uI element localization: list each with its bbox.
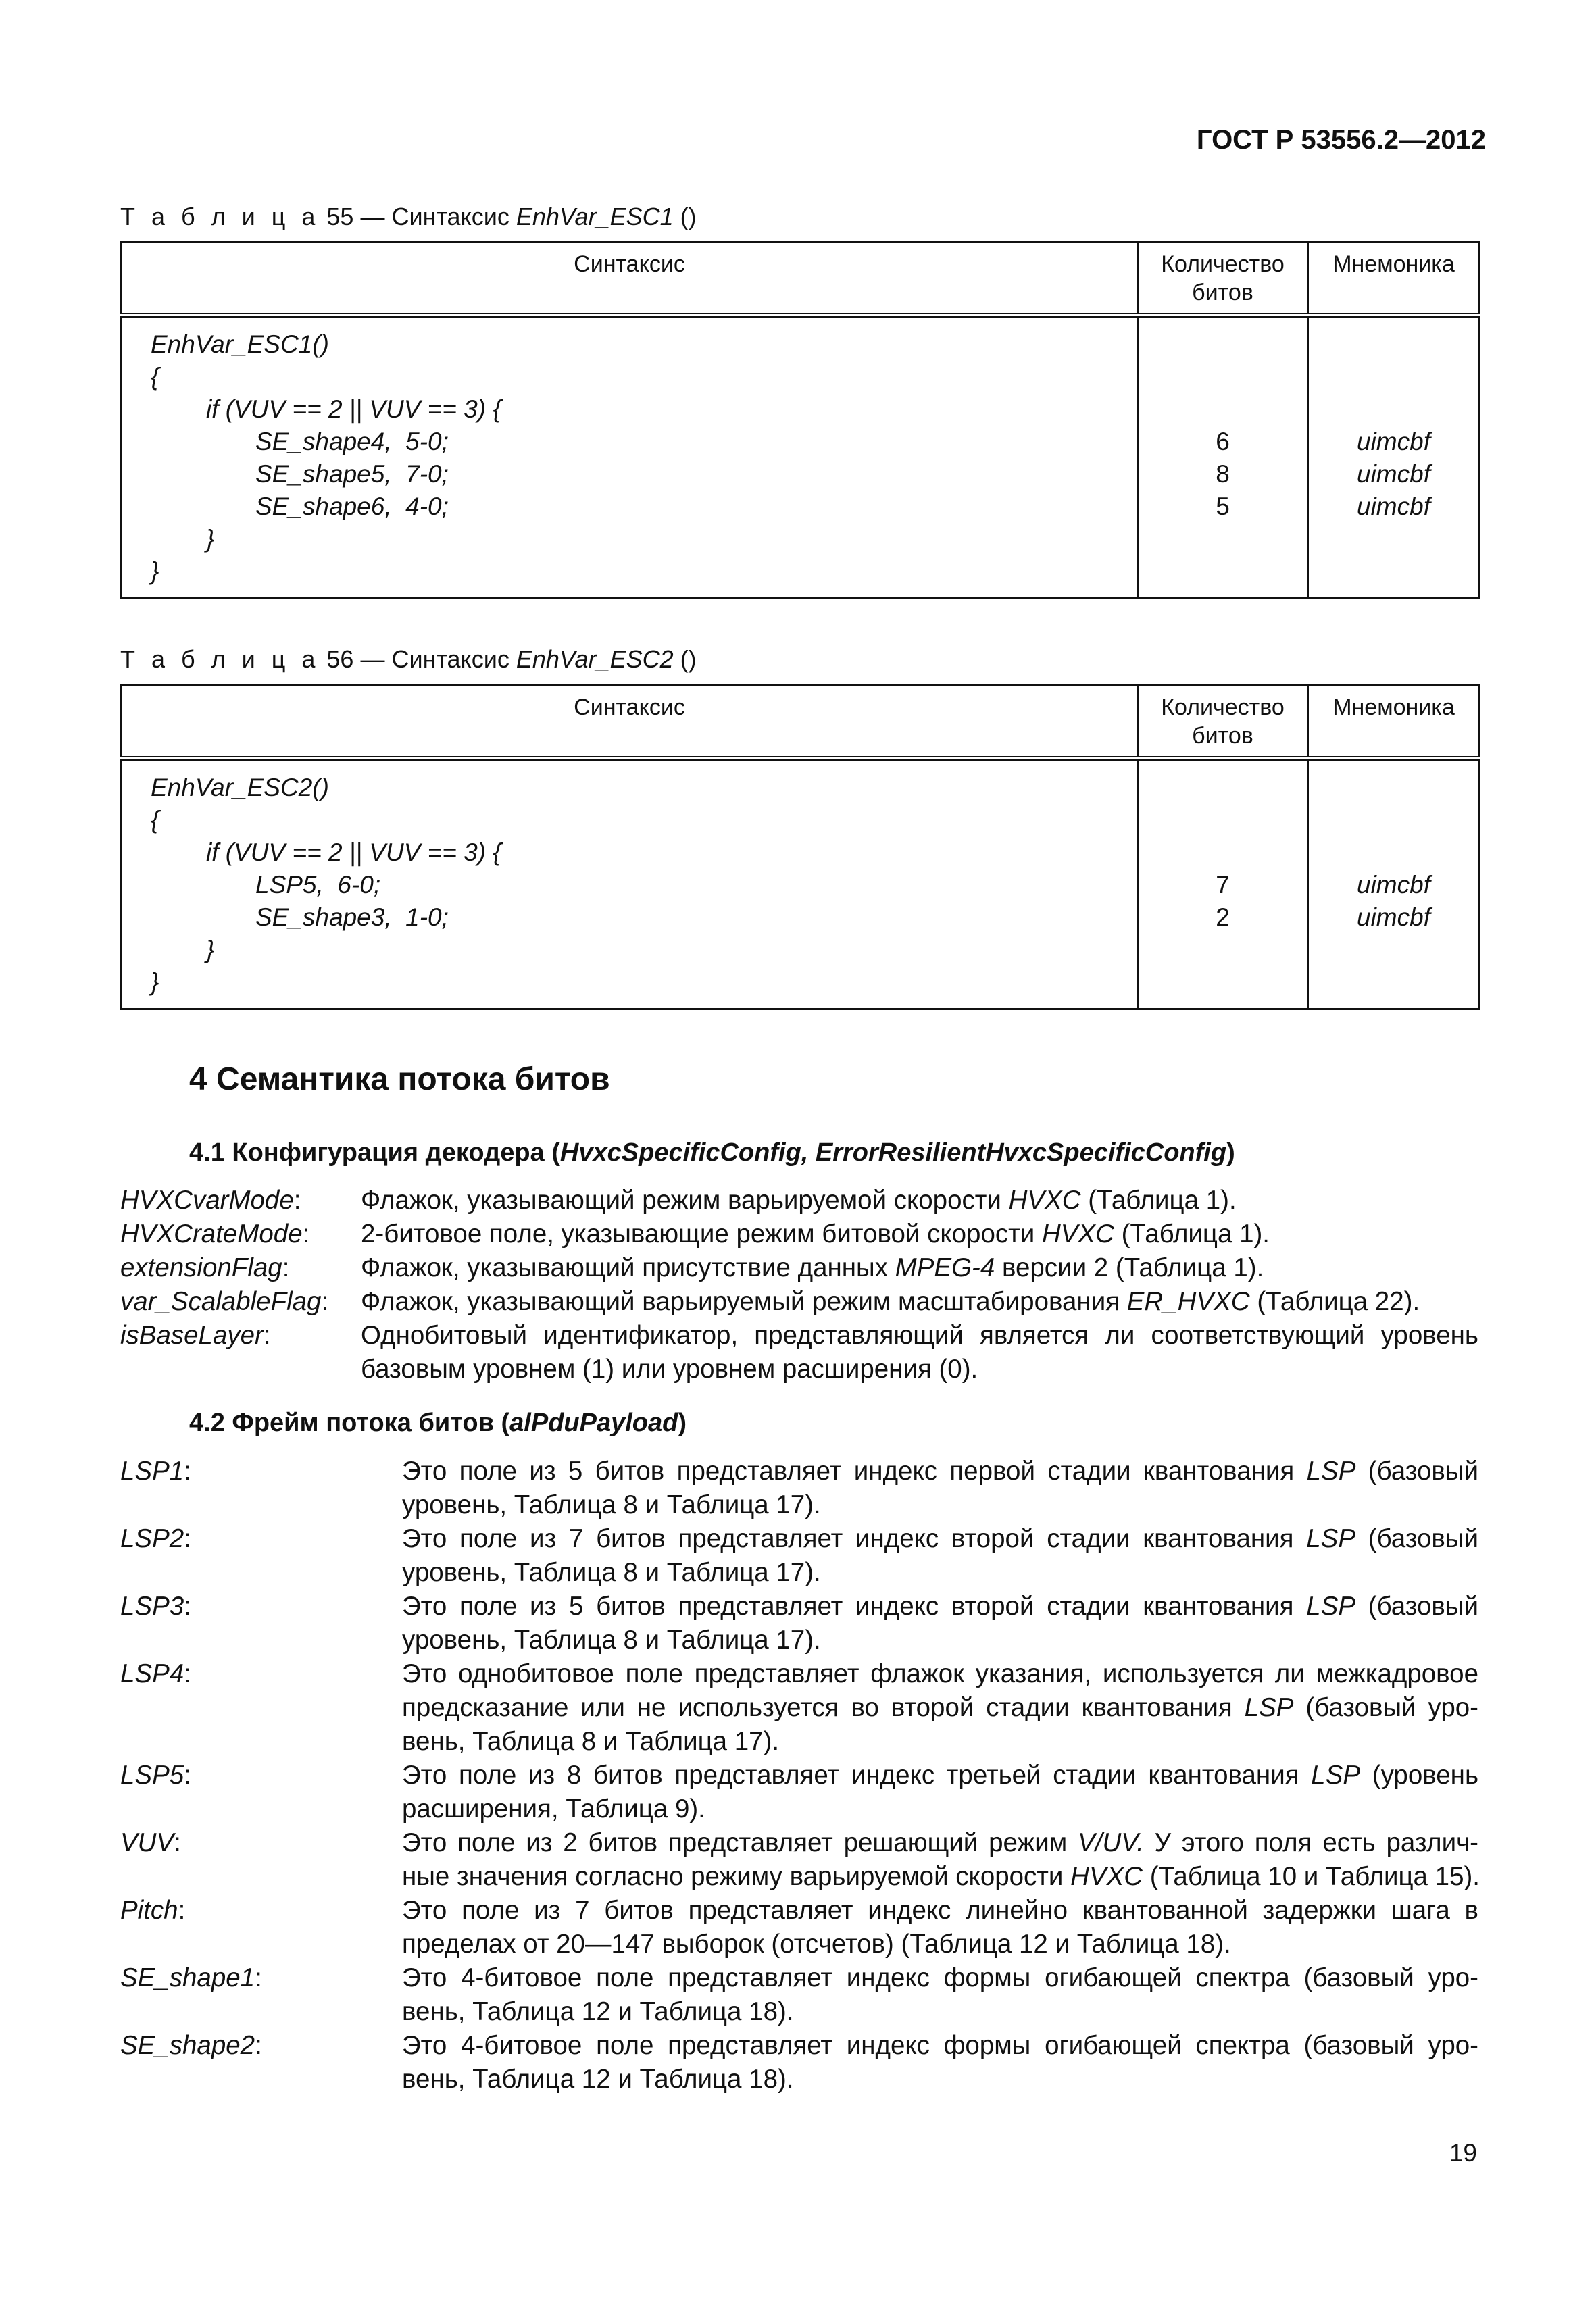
definition-text (402, 1590, 1478, 1657)
text-run: Это поле из 8 битов представляет индекс третьей стадии квантования (402, 1761, 1312, 1790)
syntax-cell (122, 316, 1138, 599)
col-header-syntax: Синтаксис (122, 686, 1138, 759)
caption-rest: 56 — Синтаксис (320, 645, 516, 673)
term-name: SE_shape2 (120, 2031, 255, 2060)
bits-value: 8 (1216, 460, 1230, 488)
caption-tail: () (673, 645, 697, 673)
text-run: (уровень (1360, 1761, 1478, 1790)
definition-text (402, 1657, 1478, 1759)
syntax-line: SE_shape6, 4-0; (255, 493, 449, 520)
text-line (402, 1691, 1478, 1725)
caption-word: Т а б л и ц а (120, 645, 320, 673)
mnemonic-value (1309, 804, 1478, 836)
syntax-line: } (206, 936, 215, 963)
text-run: Это поле из 5 битов представляет индекс второй стадии квантования (402, 1592, 1307, 1621)
definition-text (402, 1759, 1478, 1826)
caption-tail: () (673, 203, 697, 230)
definition-text (402, 1961, 1478, 2029)
syntax-line: EnhVar_ESC2() (151, 774, 329, 801)
definition-term (120, 1894, 185, 1928)
definition-text (402, 1522, 1478, 1590)
mnemonic-value (1309, 393, 1478, 426)
bits-value: 2 (1216, 903, 1230, 931)
text-line (402, 1522, 1478, 1556)
text-em: HVXC (1070, 1862, 1143, 1891)
definition-term (120, 1251, 289, 1285)
caption-name: EnhVar_ESC1 (516, 203, 674, 230)
text-em: HVXC (1008, 1186, 1081, 1215)
syntax-line: SE_shape5, 7-0; (255, 460, 449, 488)
definition-term (120, 1826, 181, 1860)
syntax-line: if (VUV == 2 || VUV == 3) { (206, 838, 501, 866)
mnemonic-value (1309, 523, 1478, 555)
definition-term (120, 1759, 191, 1792)
definition-text (402, 2029, 1478, 2096)
term-colon: : (321, 1287, 329, 1316)
mnemonic-cell (1308, 759, 1480, 1009)
definition-term (120, 1285, 328, 1319)
definition-text (361, 1217, 1270, 1251)
syntax-line: } (206, 525, 215, 553)
text-line (402, 1590, 1478, 1624)
text-line: Это однобитовое поле представляет флажок указания, используется ли межкадровое (402, 1659, 1478, 1688)
term-colon: : (282, 1253, 290, 1282)
text-em: LSP (1306, 1592, 1356, 1621)
syntax-line: } (151, 557, 159, 585)
definition-term (120, 1455, 191, 1488)
definition-text (361, 1184, 1237, 1217)
term-name: VUV (120, 1828, 174, 1857)
text-line: базовым уровнем (1) или уровнем расширения (0). (361, 1355, 978, 1384)
text-run: Флажок, указывающий режим варьируемой скорости (361, 1186, 1009, 1215)
text-line (402, 1759, 1478, 1792)
bits-value (1139, 934, 1307, 966)
text-line (402, 1860, 1478, 1894)
text-em: LSP (1306, 1524, 1356, 1553)
mnemonic-value (1309, 772, 1478, 804)
text-em: LSP (1244, 1693, 1294, 1722)
text-line: расширения, Таблица 9). (402, 1794, 705, 1823)
text-em: ER_HVXC (1126, 1287, 1250, 1316)
table-56-caption (120, 645, 697, 674)
term-name: LSP4 (120, 1659, 184, 1688)
text-line: Это поле из 7 битов представляет индекс линейно квантованной задержки шага в (402, 1896, 1478, 1925)
text-line (402, 1455, 1478, 1488)
text-line: вень, Таблица 12 и Таблица 18). (402, 2065, 794, 2094)
table-56 (120, 684, 1480, 1010)
bits-value: 7 (1216, 871, 1230, 899)
text-line: пределах от 20—147 выборок (отсчетов) (Таблица 12 и Таблица 18). (402, 1930, 1231, 1959)
term-colon: : (184, 1524, 191, 1553)
mnemonic-value (1309, 328, 1478, 361)
definition-text (402, 1826, 1478, 1894)
term-name: HVXCrateMode (120, 1219, 303, 1249)
caption-rest: 55 — Синтаксис (320, 203, 516, 230)
syntax-cell (122, 759, 1138, 1009)
term-name: LSP2 (120, 1524, 184, 1553)
col-header-bits: Количество битов (1138, 686, 1308, 759)
text-line: Это 4-битовое поле представляет индекс формы огибающей спектра (базовый уро- (402, 1963, 1478, 1992)
definition-text (402, 1455, 1478, 1522)
subsection-4-2-title (189, 1409, 687, 1438)
table-55-caption (120, 203, 697, 231)
text-run: Это поле из 5 битов представляет индекс первой стадии квантования (402, 1457, 1307, 1486)
term-colon: : (302, 1219, 310, 1249)
col-header-mnemonic: Мнемоника (1308, 686, 1480, 759)
col-header-syntax: Синтаксис (122, 243, 1138, 316)
col-header-bits: Количество битов (1138, 243, 1308, 316)
definition-term (120, 1961, 262, 1995)
bits-value (1139, 393, 1307, 426)
bits-value (1139, 523, 1307, 555)
text-line: уровень, Таблица 8 и Таблица 17). (402, 1626, 821, 1655)
text-run: (Таблица 10 и Таблица 15). (1143, 1862, 1480, 1891)
syntax-line: { (151, 363, 159, 391)
mnemonic-value: uimcbf (1357, 903, 1430, 931)
caption-name: EnhVar_ESC2 (516, 645, 674, 673)
bits-value (1139, 772, 1307, 804)
term-name: LSP1 (120, 1457, 184, 1486)
definition-term (120, 1217, 309, 1251)
text-run: (Таблица 1). (1114, 1219, 1270, 1249)
term-name: HVXCvarMode (120, 1186, 294, 1215)
text-em: HVXC (1041, 1219, 1114, 1249)
bits-value (1139, 804, 1307, 836)
subsection-title-plain: 4.2 Фрейм потока битов ( (189, 1409, 510, 1437)
text-run: ные значения согласно режиму варьируемой скорости (402, 1862, 1071, 1891)
text-em: V/UV. (1078, 1828, 1144, 1857)
term-name: var_ScalableFlag (120, 1287, 322, 1316)
mnemonic-value: uimcbf (1357, 460, 1430, 488)
term-colon: : (178, 1896, 186, 1925)
text-line: Это 4-битовое поле представляет индекс формы огибающей спектра (базовый уро- (402, 2031, 1478, 2060)
text-run: (базовый (1355, 1524, 1478, 1553)
text-run: У этого поля есть различ- (1143, 1828, 1478, 1857)
bits-value: 6 (1216, 428, 1230, 455)
bits-cell (1138, 759, 1308, 1009)
mnemonic-value: uimcbf (1357, 871, 1430, 899)
text-line: вень, Таблица 12 и Таблица 18). (402, 1997, 794, 2026)
page-number: 19 (1449, 2139, 1477, 2167)
text-run: (базовый уро- (1293, 1693, 1478, 1722)
term-name: LSP5 (120, 1761, 184, 1790)
syntax-line: EnhVar_ESC1() (151, 330, 329, 358)
text-run: версии 2 (Таблица 1). (995, 1253, 1264, 1282)
definition-term (120, 1319, 271, 1353)
text-run: Это поле из 2 битов представляет решающий режим (402, 1828, 1078, 1857)
subsection-title-close: ) (1226, 1138, 1235, 1167)
definition-text (402, 1894, 1478, 1961)
syntax-line: SE_shape4, 5-0; (255, 428, 449, 455)
term-colon: : (184, 1761, 191, 1790)
subsection-title-close: ) (678, 1409, 687, 1437)
section-title: 4 Семантика потока битов (189, 1061, 610, 1097)
caption-word: Т а б л и ц а (120, 203, 320, 230)
text-run: Флажок, указывающий присутствие данных (361, 1253, 895, 1282)
mnemonic-value (1309, 966, 1478, 999)
text-em: LSP (1306, 1457, 1356, 1486)
term-colon: : (184, 1592, 191, 1621)
term-colon: : (174, 1828, 181, 1857)
bits-value (1139, 361, 1307, 393)
subsection-title-italic: alPduPayload (509, 1409, 678, 1437)
text-run: (Таблица 1). (1080, 1186, 1237, 1215)
definition-text (361, 1319, 1478, 1386)
mnemonic-value (1309, 555, 1478, 588)
syntax-line: LSP5, 6-0; (255, 871, 381, 899)
syntax-line: SE_shape3, 1-0; (255, 903, 449, 931)
text-run: Флажок, указывающий варьируемый режим масштабирования (361, 1287, 1127, 1316)
table-55 (120, 241, 1480, 599)
term-name: isBaseLayer (120, 1321, 264, 1350)
definition-term (120, 1590, 191, 1624)
bits-value: 5 (1216, 493, 1230, 520)
text-em: MPEG-4 (895, 1253, 995, 1282)
subsection-title-italic: HvxcSpecificConfig, ErrorResilientHvxcSpecificConfig (559, 1138, 1227, 1167)
mnemonic-value (1309, 361, 1478, 393)
text-em: LSP (1311, 1761, 1361, 1790)
text-line: Однобитовый идентификатор, представляющий является ли соответствующий уровень (361, 1321, 1478, 1350)
col-header-mnemonic: Мнемоника (1308, 243, 1480, 316)
text-run: (базовый (1355, 1457, 1478, 1486)
definition-term (120, 1184, 301, 1217)
term-colon: : (263, 1321, 271, 1350)
definition-list-4-2 (120, 1455, 1478, 2130)
syntax-line: } (151, 968, 159, 996)
term-name: extensionFlag (120, 1253, 282, 1282)
text-run: (базовый (1355, 1592, 1478, 1621)
term-colon: : (184, 1659, 191, 1688)
term-colon: : (293, 1186, 301, 1215)
mnemonic-value (1309, 934, 1478, 966)
subsection-title-plain: 4.1 Конфигурация декодера ( (189, 1138, 560, 1167)
definition-text (361, 1251, 1264, 1285)
term-colon: : (255, 2031, 262, 2060)
text-run: Это поле из 7 битов представляет индекс второй стадии квантования (402, 1524, 1307, 1553)
bits-value (1139, 328, 1307, 361)
mnemonic-value: uimcbf (1357, 428, 1430, 455)
term-colon: : (184, 1457, 191, 1486)
mnemonic-cell (1308, 316, 1480, 599)
mnemonic-value: uimcbf (1357, 493, 1430, 520)
definition-term (120, 1657, 191, 1691)
bits-value (1139, 966, 1307, 999)
mnemonic-value (1309, 836, 1478, 869)
bits-value (1139, 555, 1307, 588)
definition-list-4-1 (120, 1184, 1478, 1393)
term-name: SE_shape1 (120, 1963, 255, 1992)
syntax-line: if (VUV == 2 || VUV == 3) { (206, 395, 501, 423)
definition-term (120, 1522, 191, 1556)
text-line: уровень, Таблица 8 и Таблица 17). (402, 1490, 821, 1519)
text-line: вень, Таблица 8 и Таблица 17). (402, 1727, 780, 1756)
text-line: уровень, Таблица 8 и Таблица 17). (402, 1558, 821, 1587)
text-run: 2-битовое поле, указывающие режим битовой скорости (361, 1219, 1042, 1249)
definition-term (120, 2029, 262, 2063)
syntax-line: { (151, 806, 159, 834)
definition-text (361, 1285, 1420, 1319)
text-run: (Таблица 22). (1249, 1287, 1420, 1316)
bits-value (1139, 836, 1307, 869)
text-line (402, 1826, 1478, 1860)
text-run: предсказание или не используется во второй стадии квантования (402, 1693, 1245, 1722)
term-colon: : (255, 1963, 262, 1992)
term-name: LSP3 (120, 1592, 184, 1621)
subsection-4-1-title (189, 1138, 1235, 1167)
term-name: Pitch (120, 1896, 178, 1925)
bits-cell (1138, 316, 1308, 599)
document-header: ГОСТ Р 53556.2—2012 (1196, 125, 1486, 155)
